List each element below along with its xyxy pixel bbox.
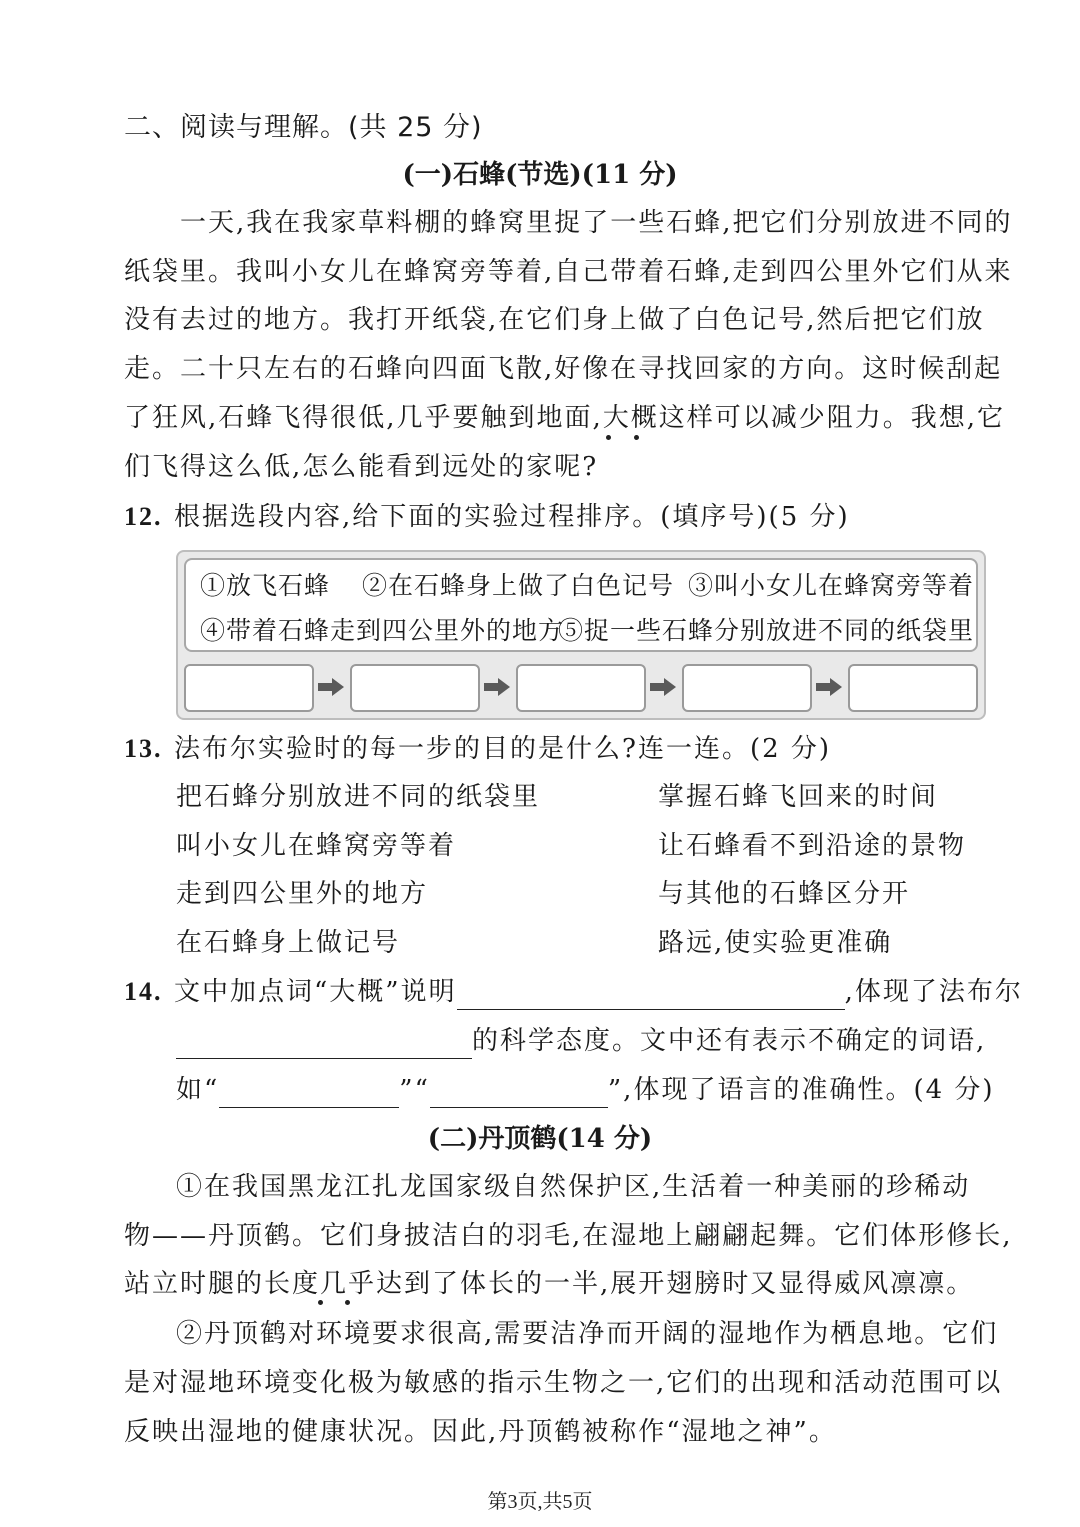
option-2: ②在石蜂身上做了白色记号 (362, 571, 675, 600)
q14-text-1: 文中加点词“大概”说明 (174, 977, 457, 1007)
match-left-item[interactable]: 在石蜂身上做记号 (176, 928, 401, 958)
answer-box-1[interactable] (184, 664, 314, 712)
answer-blank-4[interactable] (430, 1077, 608, 1108)
sequence-panel (176, 550, 986, 720)
arrow-right-icon (484, 678, 510, 696)
q14-text-4: 如“ (176, 1075, 220, 1105)
question-text: 法布尔实验时的每一步的目的是什么?连一连。(2 分) (174, 734, 832, 764)
section-heading: 二、阅读与理解。(共 25 分) (124, 112, 483, 143)
arrow-right-icon (650, 678, 676, 696)
passage1-line: 没有去过的地方。我打开纸袋,在它们身上做了白色记号,然后把它们放 (124, 305, 985, 335)
option-3: ③叫小女儿在蜂窝旁等着 (688, 571, 975, 600)
emphasis-dot (345, 1300, 350, 1305)
emphasis-dot (606, 435, 611, 440)
passage2-line: ①在我国黑龙江扎龙国家级自然保护区,生活着一种美丽的珍稀动 (176, 1172, 971, 1202)
question-13 (124, 731, 831, 767)
arrow-right-icon (318, 678, 344, 696)
emphasis-dot (634, 435, 639, 440)
question-text: 根据选段内容,给下面的实验过程排序。(填序号)(5 分) (174, 502, 850, 532)
answer-box-2[interactable] (350, 664, 480, 712)
passage1-line: 一天,我在我家草料棚的蜂窝里捉了一些石蜂,把它们分别放进不同的 (180, 208, 1013, 238)
passage2-line: 物——丹顶鹤。它们身披洁白的羽毛,在湿地上翩翩起舞。它们体形修长, (124, 1221, 1013, 1251)
question-number: 13. (124, 734, 163, 763)
passage2-line: ②丹顶鹤对环境要求很高,需要洁净而开阔的湿地作为栖息地。它们 (176, 1319, 999, 1349)
match-right-item[interactable]: 让石蜂看不到沿途的景物 (658, 831, 967, 861)
answer-box-3[interactable] (516, 664, 646, 712)
q14-text-3: 的科学态度。文中还有表示不确定的词语, (472, 1026, 987, 1056)
passage1-title: (一)石蜂(节选)(11 分) (402, 160, 678, 190)
passage1-line: 了狂风,石蜂飞得很低,几乎要触到地面,大概这样可以减少阻力。我想,它 (124, 403, 1006, 433)
answer-blank-2[interactable] (176, 1028, 472, 1059)
passage2-line: 是对湿地环境变化极为敏感的指示生物之一,它们的出现和活动范围可以 (124, 1368, 1003, 1398)
passage2-line: 反映出湿地的健康状况。因此,丹顶鹤被称作“湿地之神”。 (124, 1417, 837, 1447)
match-left-item[interactable]: 叫小女儿在蜂窝旁等着 (176, 831, 457, 861)
match-right-item[interactable]: 掌握石蜂飞回来的时间 (658, 782, 939, 812)
passage1-line: 们飞得这么低,怎么能看到远处的家呢? (124, 452, 599, 482)
question-14-line2 (176, 1023, 986, 1059)
q14-text-5: ”“ (399, 1075, 430, 1105)
option-4: ④带着石蜂走到四公里外的地方 (200, 616, 565, 645)
page-footer: 第3页,共5页 (487, 1491, 593, 1513)
answer-blank-3[interactable] (219, 1077, 399, 1108)
question-12 (124, 499, 850, 535)
match-left-item[interactable]: 把石蜂分别放进不同的纸袋里 (176, 782, 541, 812)
arrow-right-icon (816, 678, 842, 696)
option-1: ①放飞石蜂 (200, 571, 331, 600)
match-right-item[interactable]: 路远,使实验更准确 (658, 928, 893, 958)
answer-box-5[interactable] (848, 664, 978, 712)
question-14 (124, 974, 1023, 1010)
q14-text-6: ”,体现了语言的准确性。(4 分) (607, 1075, 995, 1105)
passage1-line: 纸袋里。我叫小女儿在蜂窝旁等着,自己带着石蜂,走到四公里外它们从来 (124, 257, 1013, 287)
answer-blank-1[interactable] (457, 979, 845, 1010)
answer-box-4[interactable] (682, 664, 812, 712)
passage1-line: 走。二十只左右的石蜂向四面飞散,好像在寻找回家的方向。这时候刮起 (124, 354, 1003, 384)
option-5: ⑤捉一些石蜂分别放进不同的纸袋里 (558, 616, 975, 645)
question-14-line3 (176, 1072, 995, 1108)
question-number: 12. (124, 502, 163, 531)
match-left-item[interactable]: 走到四公里外的地方 (176, 879, 429, 909)
match-right-item[interactable]: 与其他的石蜂区分开 (658, 879, 911, 909)
passage2-title: (二)丹顶鹤(14 分) (427, 1124, 653, 1154)
passage2-line: 站立时腿的长度几乎达到了体长的一半,展开翅膀时又显得威风凛凛。 (124, 1269, 975, 1299)
q14-text-2: ,体现了法布尔 (844, 977, 1023, 1007)
options-box (184, 558, 978, 652)
question-number: 14. (124, 977, 163, 1006)
emphasis-dot (318, 1300, 323, 1305)
